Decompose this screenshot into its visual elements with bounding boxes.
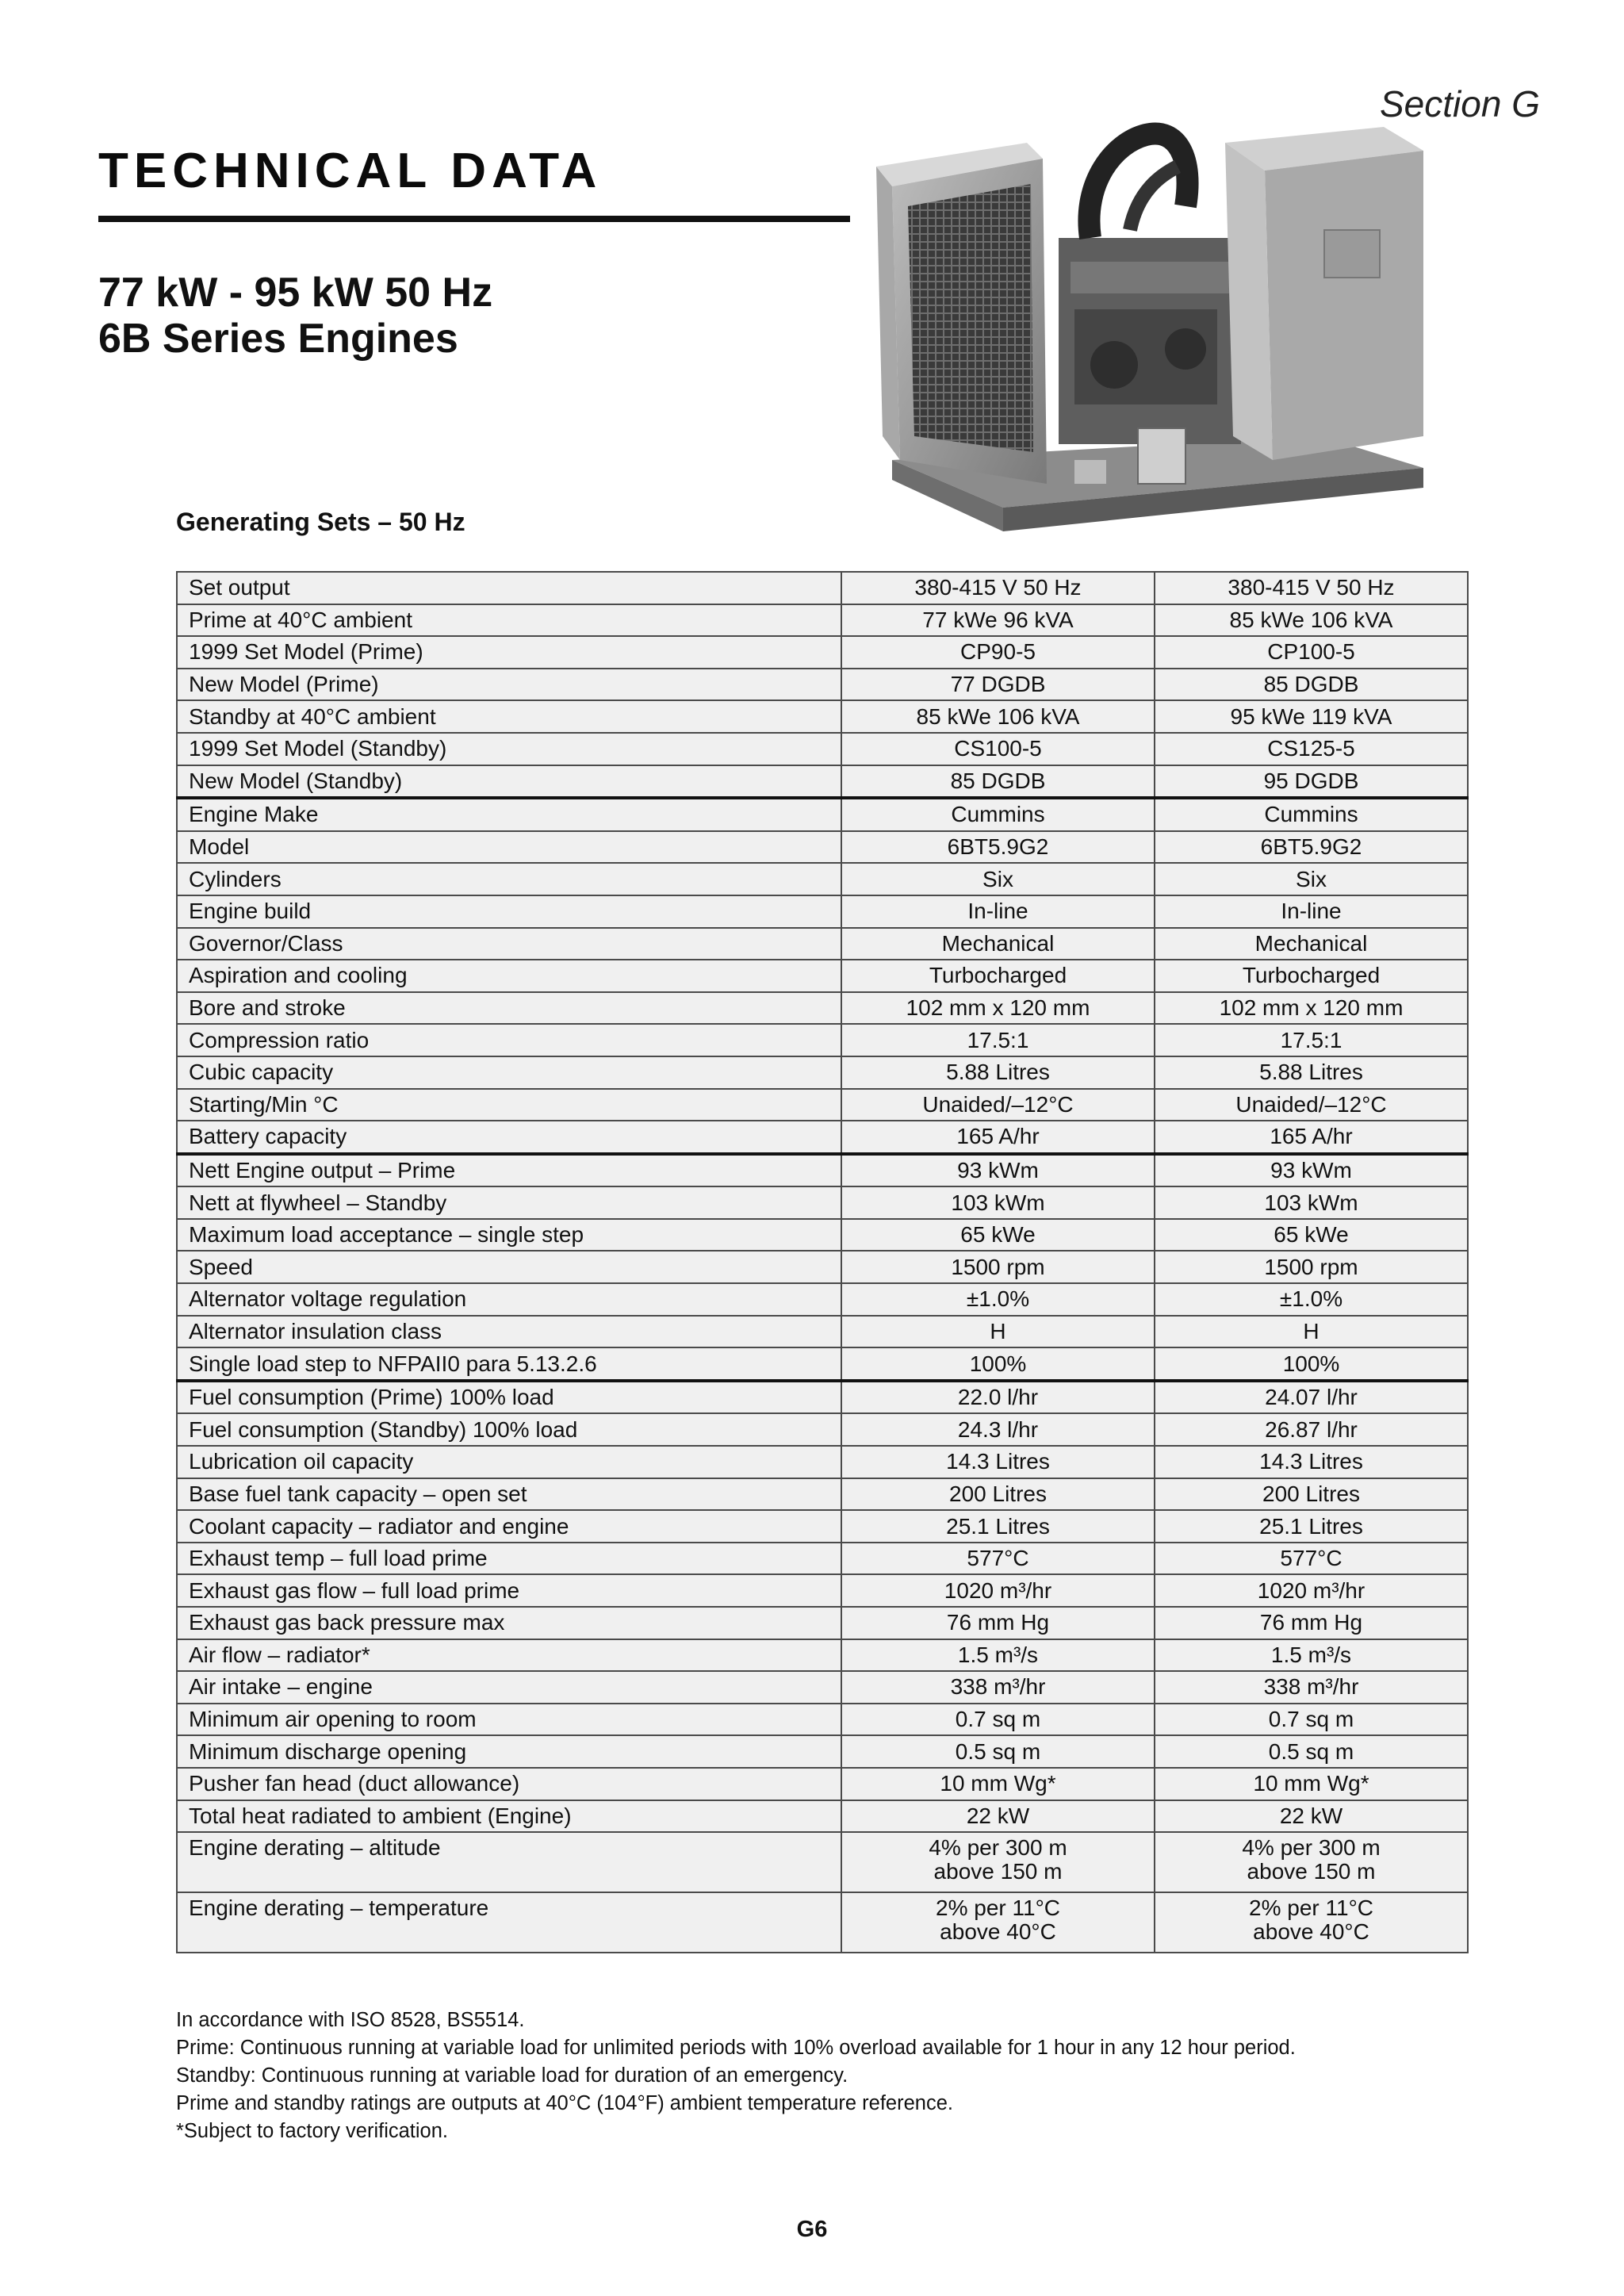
table-row xyxy=(177,1768,1468,1800)
row-label: Base fuel tank capacity – open set xyxy=(177,1478,841,1511)
value-col1: Unaided/–12°C xyxy=(841,1089,1155,1121)
table-row xyxy=(177,1832,1468,1892)
value-col2: 5.88 Litres xyxy=(1155,1056,1468,1089)
row-label: Engine derating – altitude xyxy=(177,1832,841,1892)
table-row xyxy=(177,1607,1468,1639)
subtitle-power-range: 77 kW - 95 kW 50 Hz xyxy=(98,270,493,316)
row-label: Compression ratio xyxy=(177,1024,841,1056)
row-label: 1999 Set Model (Standby) xyxy=(177,733,841,765)
value-col2 xyxy=(1155,1892,1468,1953)
value-col1: 14.3 Litres xyxy=(841,1446,1155,1478)
row-label: Fuel consumption (Prime) 100% load xyxy=(177,1381,841,1414)
row-label: Cubic capacity xyxy=(177,1056,841,1089)
value-col2: 103 kWm xyxy=(1155,1186,1468,1219)
value-col1: 200 Litres xyxy=(841,1478,1155,1511)
value-col1: 85 kWe 106 kVA xyxy=(841,700,1155,733)
value-col2: 22 kW xyxy=(1155,1800,1468,1833)
value-col2-line1: 4% per 300 m xyxy=(1242,1835,1381,1861)
value-col1 xyxy=(841,1892,1155,1953)
row-label: Cylinders xyxy=(177,863,841,895)
value-col2: In-line xyxy=(1155,895,1468,928)
row-label: Engine derating – temperature xyxy=(177,1892,841,1953)
table-row xyxy=(177,1510,1468,1543)
value-col2: 26.87 l/hr xyxy=(1155,1413,1468,1446)
value-col2: H xyxy=(1155,1316,1468,1348)
value-col2: 76 mm Hg xyxy=(1155,1607,1468,1639)
value-col1: 1.5 m³/s xyxy=(841,1639,1155,1672)
table-row xyxy=(177,1892,1468,1953)
row-label: Battery capacity xyxy=(177,1121,841,1154)
value-col2: Six xyxy=(1155,863,1468,895)
row-label: Engine build xyxy=(177,895,841,928)
value-col2: 10 mm Wg* xyxy=(1155,1768,1468,1800)
table-row xyxy=(177,1478,1468,1511)
page-subtitle xyxy=(98,270,492,362)
value-col2: 1020 m³/hr xyxy=(1155,1574,1468,1607)
table-row xyxy=(177,1735,1468,1768)
value-col1: Mechanical xyxy=(841,928,1155,960)
table-row xyxy=(177,1543,1468,1575)
table-row xyxy=(177,798,1468,831)
row-label: Maximum load acceptance – single step xyxy=(177,1219,841,1251)
row-label: Aspiration and cooling xyxy=(177,960,841,992)
value-col2: 14.3 Litres xyxy=(1155,1446,1468,1478)
value-col1: CS100-5 xyxy=(841,733,1155,765)
value-col2: 85 DGDB xyxy=(1155,669,1468,701)
value-col1: 85 DGDB xyxy=(841,765,1155,799)
value-col2: 1500 rpm xyxy=(1155,1251,1468,1283)
value-col2: CP100-5 xyxy=(1155,636,1468,669)
row-label: 1999 Set Model (Prime) xyxy=(177,636,841,669)
table-row xyxy=(177,960,1468,992)
value-col1: Turbocharged xyxy=(841,960,1155,992)
table-row xyxy=(177,1800,1468,1833)
value-col2: 165 A/hr xyxy=(1155,1121,1468,1154)
value-col1: ±1.0% xyxy=(841,1283,1155,1316)
row-label: Air intake – engine xyxy=(177,1671,841,1704)
page-number: G6 xyxy=(796,2217,828,2242)
table-row xyxy=(177,1186,1468,1219)
value-col1: CP90-5 xyxy=(841,636,1155,669)
value-col1: 76 mm Hg xyxy=(841,1607,1155,1639)
section-label: Section G xyxy=(1380,83,1540,125)
value-col1: 22 kW xyxy=(841,1800,1155,1833)
value-col1: 17.5:1 xyxy=(841,1024,1155,1056)
value-col1: 6BT5.9G2 xyxy=(841,831,1155,864)
value-col1: 24.3 l/hr xyxy=(841,1413,1155,1446)
value-col2: 0.7 sq m xyxy=(1155,1704,1468,1736)
table-row xyxy=(177,1446,1468,1478)
table-row xyxy=(177,1316,1468,1348)
value-col2-line2: above 40°C xyxy=(1253,1919,1369,1945)
table-row xyxy=(177,604,1468,637)
value-col2: 200 Litres xyxy=(1155,1478,1468,1511)
value-col2: 6BT5.9G2 xyxy=(1155,831,1468,864)
value-col2: ±1.0% xyxy=(1155,1283,1468,1316)
title-rule xyxy=(98,216,850,222)
value-col2: CS125-5 xyxy=(1155,733,1468,765)
value-col1: 338 m³/hr xyxy=(841,1671,1155,1704)
value-col1: 93 kWm xyxy=(841,1154,1155,1187)
value-col2: 100% xyxy=(1155,1347,1468,1381)
value-col1: 0.7 sq m xyxy=(841,1704,1155,1736)
table-row xyxy=(177,1639,1468,1672)
table-row xyxy=(177,1056,1468,1089)
value-col2: 85 kWe 106 kVA xyxy=(1155,604,1468,637)
table-row xyxy=(177,700,1468,733)
value-col2: 93 kWm xyxy=(1155,1154,1468,1187)
value-col1: 25.1 Litres xyxy=(841,1510,1155,1543)
table-row xyxy=(177,733,1468,765)
footnote: In accordance with ISO 8528, BS5514. xyxy=(176,2009,525,2031)
table-row xyxy=(177,1347,1468,1381)
row-label: Minimum discharge opening xyxy=(177,1735,841,1768)
table-row xyxy=(177,669,1468,701)
value-col2: 65 kWe xyxy=(1155,1219,1468,1251)
row-label: Lubrication oil capacity xyxy=(177,1446,841,1478)
value-col1: 577°C xyxy=(841,1543,1155,1575)
row-label: Exhaust gas back pressure max xyxy=(177,1607,841,1639)
value-col2: 95 DGDB xyxy=(1155,765,1468,799)
row-label: Bore and stroke xyxy=(177,992,841,1025)
table-row xyxy=(177,992,1468,1025)
value-col2 xyxy=(1155,1832,1468,1892)
footnote: Standby: Continuous running at variable load for duration of an emergency. xyxy=(176,2064,848,2087)
value-col1: 100% xyxy=(841,1347,1155,1381)
row-label: Prime at 40°C ambient xyxy=(177,604,841,637)
generator-set-photo xyxy=(876,111,1435,555)
value-col2: 95 kWe 119 kVA xyxy=(1155,700,1468,733)
row-label: Governor/Class xyxy=(177,928,841,960)
row-label: Coolant capacity – radiator and engine xyxy=(177,1510,841,1543)
value-col2-line1: 2% per 11°C xyxy=(1249,1895,1373,1921)
value-col1: 165 A/hr xyxy=(841,1121,1155,1154)
table-row xyxy=(177,863,1468,895)
row-label: New Model (Prime) xyxy=(177,669,841,701)
row-label: Single load step to NFPAII0 para 5.13.2.6 xyxy=(177,1347,841,1381)
row-label: Fuel consumption (Standby) 100% load xyxy=(177,1413,841,1446)
footnote: *Subject to factory verification. xyxy=(176,2120,448,2142)
table-row xyxy=(177,1154,1468,1187)
row-label: Speed xyxy=(177,1251,841,1283)
row-label: Standby at 40°C ambient xyxy=(177,700,841,733)
value-col2: 338 m³/hr xyxy=(1155,1671,1468,1704)
row-label: Exhaust gas flow – full load prime xyxy=(177,1574,841,1607)
value-col1-line2: above 150 m xyxy=(933,1859,1063,1884)
row-label: Set output xyxy=(177,572,841,604)
value-col1-line2: above 40°C xyxy=(940,1919,1056,1945)
table-heading: Generating Sets – 50 Hz xyxy=(176,508,465,536)
table-row xyxy=(177,572,1468,604)
table-row xyxy=(177,1024,1468,1056)
value-col1: 103 kWm xyxy=(841,1186,1155,1219)
table-row xyxy=(177,1671,1468,1704)
value-col1: 5.88 Litres xyxy=(841,1056,1155,1089)
table-row xyxy=(177,1413,1468,1446)
value-col1: 22.0 l/hr xyxy=(841,1381,1155,1414)
value-col1: 10 mm Wg* xyxy=(841,1768,1155,1800)
row-label: Alternator insulation class xyxy=(177,1316,841,1348)
row-label: Air flow – radiator* xyxy=(177,1639,841,1672)
footnotes xyxy=(176,2007,1484,2145)
table-row xyxy=(177,895,1468,928)
value-col2-line2: above 150 m xyxy=(1247,1859,1376,1884)
footnote: Prime and standby ratings are outputs at 40°C (104°F) ambient temperature reference. xyxy=(176,2092,953,2114)
value-col2: 577°C xyxy=(1155,1543,1468,1575)
row-label: Starting/Min °C xyxy=(177,1089,841,1121)
value-col1: 0.5 sq m xyxy=(841,1735,1155,1768)
subtitle-engine-series: 6B Series Engines xyxy=(98,316,458,362)
value-col2: Mechanical xyxy=(1155,928,1468,960)
value-col1: 77 kWe 96 kVA xyxy=(841,604,1155,637)
row-label: Nett at flywheel – Standby xyxy=(177,1186,841,1219)
spec-table xyxy=(176,571,1469,1953)
value-col2: 102 mm x 120 mm xyxy=(1155,992,1468,1025)
row-label: Minimum air opening to room xyxy=(177,1704,841,1736)
value-col1: 65 kWe xyxy=(841,1219,1155,1251)
row-label: Engine Make xyxy=(177,798,841,831)
row-label: Nett Engine output – Prime xyxy=(177,1154,841,1187)
table-row xyxy=(177,1121,1468,1154)
table-row xyxy=(177,928,1468,960)
table-row xyxy=(177,1704,1468,1736)
table-row xyxy=(177,1219,1468,1251)
value-col2: Turbocharged xyxy=(1155,960,1468,992)
footnote: Prime: Continuous running at variable load for unlimited periods with 10% overload available for 1 hour in any 12 hour period. xyxy=(176,2037,1296,2059)
value-col1-line1: 4% per 300 m xyxy=(929,1835,1067,1861)
table-row xyxy=(177,1251,1468,1283)
table-row xyxy=(177,1381,1468,1414)
value-col1: 1020 m³/hr xyxy=(841,1574,1155,1607)
table-row xyxy=(177,1574,1468,1607)
value-col2: 17.5:1 xyxy=(1155,1024,1468,1056)
value-col1 xyxy=(841,1832,1155,1892)
value-col2: 380-415 V 50 Hz xyxy=(1155,572,1468,604)
value-col1: 380-415 V 50 Hz xyxy=(841,572,1155,604)
value-col1: In-line xyxy=(841,895,1155,928)
row-label: Exhaust temp – full load prime xyxy=(177,1543,841,1575)
value-col1-line1: 2% per 11°C xyxy=(936,1895,1060,1921)
value-col1: Cummins xyxy=(841,798,1155,831)
row-label: Pusher fan head (duct allowance) xyxy=(177,1768,841,1800)
row-label: Model xyxy=(177,831,841,864)
value-col2: Unaided/–12°C xyxy=(1155,1089,1468,1121)
value-col1: 1500 rpm xyxy=(841,1251,1155,1283)
row-label: Alternator voltage regulation xyxy=(177,1283,841,1316)
value-col1: Six xyxy=(841,863,1155,895)
value-col2: 25.1 Litres xyxy=(1155,1510,1468,1543)
table-row xyxy=(177,1283,1468,1316)
value-col2: 1.5 m³/s xyxy=(1155,1639,1468,1672)
value-col2: 24.07 l/hr xyxy=(1155,1381,1468,1414)
row-label: Total heat radiated to ambient (Engine) xyxy=(177,1800,841,1833)
table-row xyxy=(177,765,1468,799)
table-row xyxy=(177,831,1468,864)
value-col2: 0.5 sq m xyxy=(1155,1735,1468,1768)
value-col1: 102 mm x 120 mm xyxy=(841,992,1155,1025)
table-row xyxy=(177,1089,1468,1121)
value-col1: H xyxy=(841,1316,1155,1348)
value-col2: Cummins xyxy=(1155,798,1468,831)
page-title: TECHNICAL DATA xyxy=(98,144,603,198)
value-col1: 77 DGDB xyxy=(841,669,1155,701)
table-row xyxy=(177,636,1468,669)
row-label: New Model (Standby) xyxy=(177,765,841,799)
